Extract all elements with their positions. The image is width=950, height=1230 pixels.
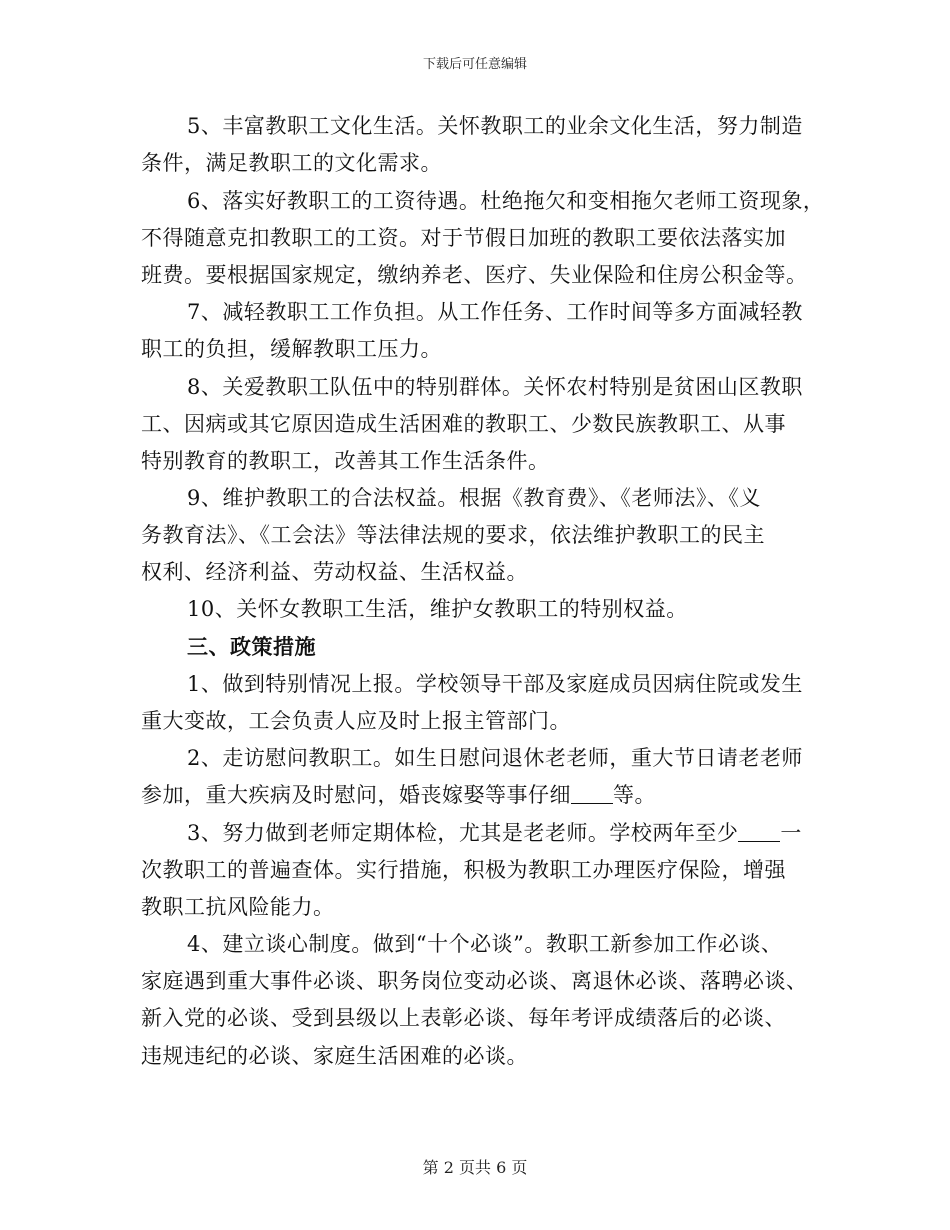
text-segment: 一 (780, 821, 802, 845)
text-line: 2、走访慰问教职工。如生日慰问退休老老师，重大节日请老老师 (187, 746, 803, 770)
text-line: 次教职工的普遍查体。实行措施，积极为教职工办理医疗保险，增强 (141, 858, 786, 882)
text-line (187, 820, 802, 846)
text-line: 班费。要根据国家规定，缴纳养老、医疗、失业保险和住房公积金等。 (141, 263, 808, 287)
text-segment: 等。 (613, 783, 656, 807)
text-segment: 参加，重大疾病及时慰问，婚丧嫁娶等事仔细 (141, 783, 571, 807)
text-line: 务教育法》、《工会法》等法律法规的要求，依法维护教职工的民主 (141, 523, 765, 547)
text-line: 10、关怀女教职工生活，维护女教职工的特别权益。 (187, 597, 688, 621)
text-line: 5、丰富教职工文化生活。关怀教职工的业余文化生活，努力制造 (187, 114, 803, 138)
text-line: 违规违纪的必谈、家庭生活困难的必谈。 (141, 1044, 528, 1068)
blank-underline (571, 785, 613, 804)
text-line: 特别教育的教职工，改善其工作生活条件。 (141, 449, 550, 473)
text-line: 8、关爱教职工队伍中的特别群体。关怀农村特别是贫困山区教职 (187, 375, 803, 399)
text-line (141, 782, 656, 808)
text-line: 新入党的必谈、受到县级以上表彰必谈、每年考评成绩落后的必谈、 (141, 1006, 786, 1030)
text-line: 1、做到特别情况上报。学校领导干部及家庭成员因病住院或发生 (187, 672, 803, 696)
text-line: 9、维护教职工的合法权益。根据《教育费》、《老师法》、《义 (187, 486, 761, 510)
text-segment: 3、努力做到老师定期体检，尤其是老老师。学校两年至少 (187, 821, 739, 845)
page-header: 下载后可任意编辑 (422, 57, 527, 72)
text-line: 权利、经济利益、劳动权益、生活权益。 (141, 560, 528, 584)
page-footer: 第 2 页共 6 页 (422, 1158, 528, 1177)
text-line: 4、建立谈心制度。做到“十个必谈”。教职工新参加工作必谈、 (187, 932, 783, 956)
text-line: 职工的负担，缓解教职工压力。 (141, 337, 442, 361)
text-line: 教职工抗风险能力。 (141, 895, 335, 919)
section-heading: 三、政策措施 (187, 634, 316, 659)
text-line: 家庭遇到重大事件必谈、职务岗位变动必谈、离退休必谈、落聘必谈、 (141, 969, 808, 993)
text-line: 条件，满足教职工的文化需求。 (141, 151, 442, 175)
blank-underline (738, 823, 780, 842)
text-line: 7、减轻教职工工作负担。从工作任务、工作时间等多方面减轻教 (187, 300, 803, 324)
text-line: 重大变故，工会负责人应及时上报主管部门。 (141, 709, 571, 733)
text-line: 工、因病或其它原因造成生活困难的教职工、少数民族教职工、从事 (141, 412, 786, 436)
text-line: 6、落实好教职工的工资待遇。杜绝拖欠和变相拖欠老师工资现象， (187, 189, 825, 213)
text-line: 不得随意克扣教职工的工资。对于节假日加班的教职工要依法落实加 (141, 226, 786, 250)
